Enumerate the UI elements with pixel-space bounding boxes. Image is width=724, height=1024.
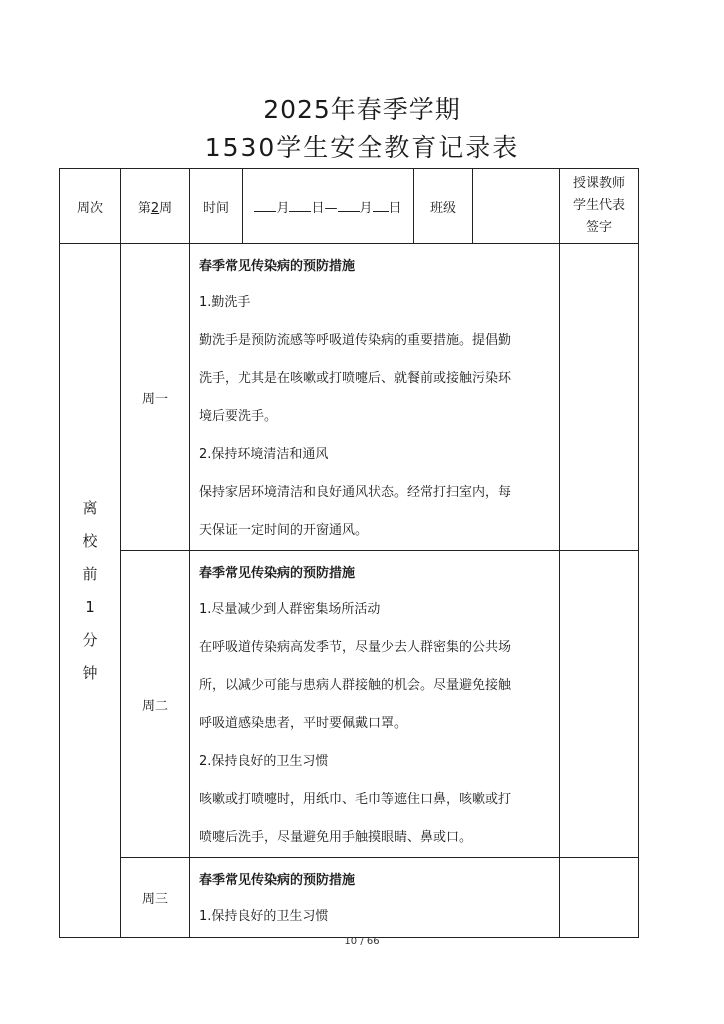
lesson-line: 勤洗手是预防流感等呼吸道传染病的重要措施。提倡勤 [199,333,512,348]
lesson-line: 洗手，尤其是在咳嗽或打喷嚏后、就餐前或接触污染环 [199,371,512,386]
day-label-wed: 周三 [121,858,190,938]
document-subtitle: 1530学生安全教育记录表 [204,133,520,162]
session-char: 校 [82,531,98,550]
record-table [59,168,639,938]
date-month-2: 月 [359,200,373,216]
lesson-line: 1.勤洗手 [199,295,251,310]
signature-header-line2: 学生代表 [572,198,625,213]
page-number [0,936,724,947]
lesson-content-mon [190,244,560,551]
lesson-line: 保持家居环境清洁和良好通风状态。经常打扫室内，每 [199,485,512,500]
date-day-2: 日 [388,200,402,216]
signature-header [560,169,639,244]
session-char: 离 [82,498,98,517]
lesson-line: 在呼吸道传染病高发季节，尽量少去人群密集的公共场 [199,640,512,655]
lesson-line: 呼吸道感染患者，平时要佩戴口罩。 [199,716,408,731]
day-row-mon [60,244,639,551]
lesson-heading: 春季常见传染病的预防措施 [199,873,356,888]
signature-cell-mon[interactable] [560,244,639,551]
week-number-cell [121,169,190,244]
page-separator: / [360,936,364,947]
page-total: 66 [366,936,380,947]
week-header: 周次 [60,169,121,244]
date-range-cell [243,169,414,244]
day-label-tue: 周二 [121,551,190,858]
session-char: 前 [82,564,98,583]
session-char: 分 [82,630,98,649]
document-title: 2025年春季学期 [263,95,461,124]
signature-cell-tue[interactable] [560,551,639,858]
day-row-tue [60,551,639,858]
lesson-line: 1.保持良好的卫生习惯 [199,909,329,924]
time-header: 时间 [190,169,243,244]
session-char: 1 [85,597,95,616]
lesson-line: 喷嚏后洗手，尽量避免用手触摸眼睛、鼻或口。 [199,830,473,845]
lesson-line: 咳嗽或打喷嚏时，用纸巾、毛巾等遮住口鼻，咳嗽或打 [199,792,512,807]
lesson-line: 所，以减少可能与患病人群接触的机会。尽量避免接触 [199,678,512,693]
lesson-line: 1.尽量减少到人群密集场所活动 [199,602,381,617]
week-suffix: 周 [159,200,173,216]
signature-cell-wed[interactable] [560,858,639,938]
lesson-line: 2.保持良好的卫生习惯 [199,754,329,769]
lesson-line: 境后要洗手。 [199,409,278,424]
date-day-1: 日— [311,200,338,216]
page-current: 10 [344,936,358,947]
session-label-cell [60,244,121,938]
lesson-heading: 春季常见传染病的预防措施 [199,566,356,581]
lesson-content-tue [190,551,560,858]
day-label-mon: 周一 [121,244,190,551]
class-value-cell[interactable] [473,169,560,244]
lesson-content-wed [190,858,560,938]
lesson-heading: 春季常见传染病的预防措施 [199,259,356,274]
lesson-line: 天保证一定时间的开窗通风。 [199,523,369,538]
session-char: 钟 [82,663,98,682]
day-row-wed [60,858,639,938]
week-number: 2 [150,200,160,216]
lesson-line: 2.保持环境清洁和通风 [199,447,329,462]
date-month-1: 月 [276,200,290,216]
header-row [60,169,639,244]
class-header: 班级 [414,169,473,244]
signature-header-line1: 授课教师 [572,176,625,191]
signature-header-line3: 签字 [585,220,612,235]
week-prefix: 第 [137,200,151,216]
